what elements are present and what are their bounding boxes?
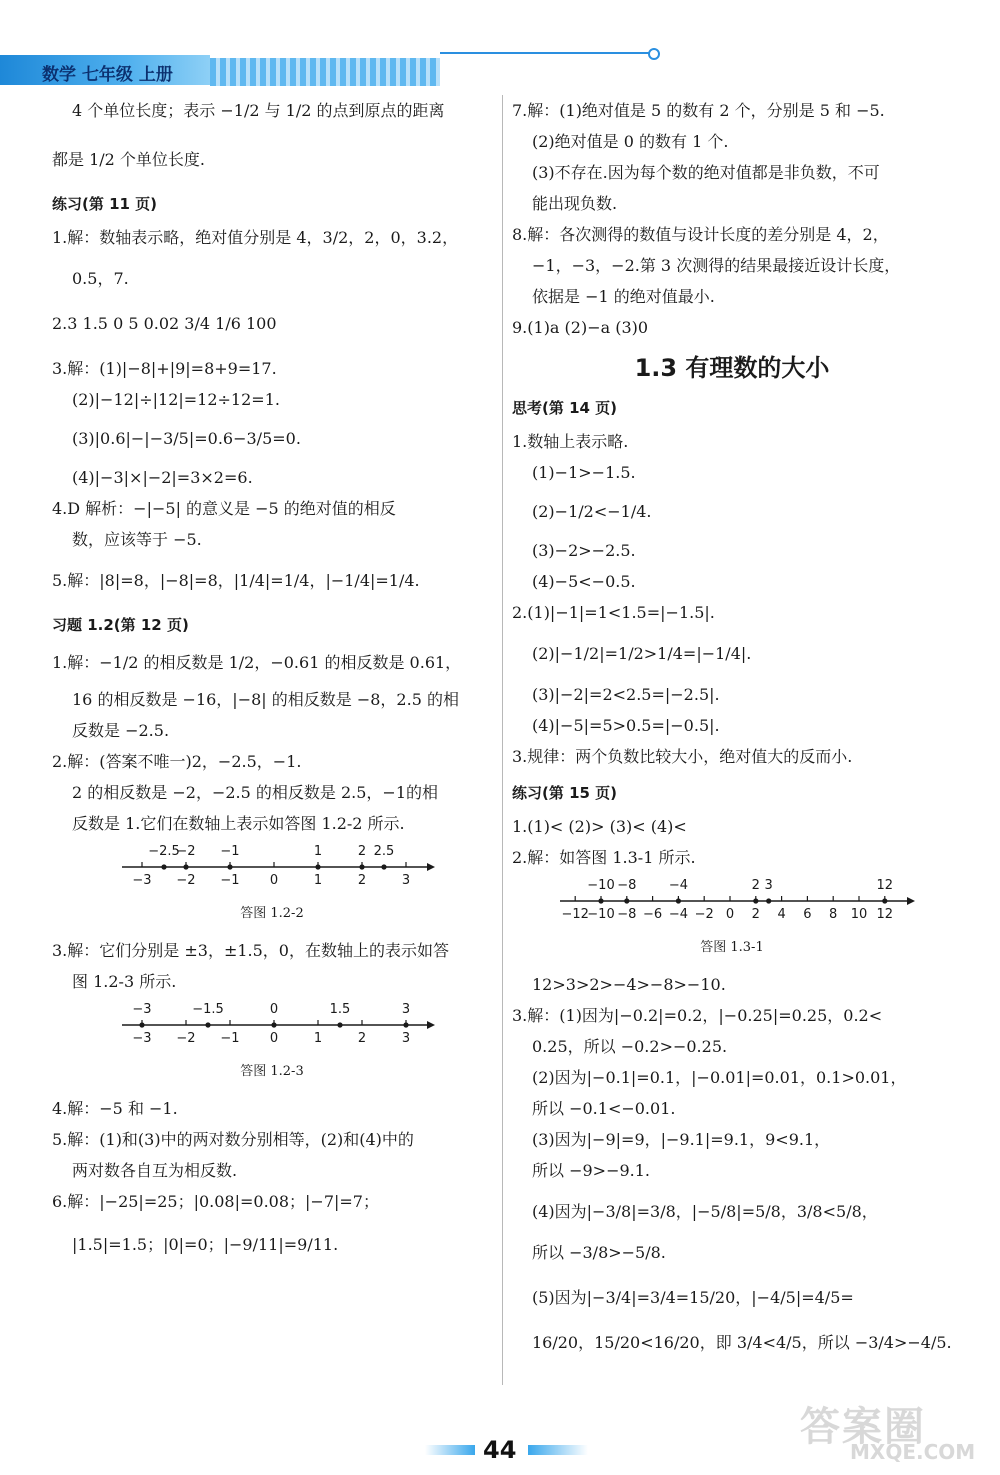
point-marker <box>403 1022 408 1027</box>
column-divider <box>502 95 503 1385</box>
tick-label: −2 <box>694 907 714 922</box>
tick-label: −8 <box>617 907 637 922</box>
text-line: (2)−1/2<−1/4. <box>532 502 652 521</box>
text-line: (5)因为|−3/4|=3/4=15/20，|−4/5|=4/5= <box>532 1288 854 1307</box>
text-line: 两对数各自互为相反数. <box>72 1161 238 1180</box>
text-line: −1，−3，−2.第 3 次测得的结果最接近设计长度， <box>532 256 901 275</box>
watermark-url: MXQE.COM <box>850 1440 976 1464</box>
text-line: 所以 −3/8>−5/8. <box>532 1243 666 1262</box>
tick-label: 10 <box>850 907 868 922</box>
point-label: 0 <box>269 1002 279 1017</box>
text-line: 2 的相反数是 −2，−2.5 的相反数是 2.5，−1的相 <box>72 783 438 802</box>
section-heading: 思考(第 14 页) <box>512 399 618 417</box>
tick-label: −10 <box>587 907 615 922</box>
point-label: −10 <box>587 878 615 893</box>
point-label: −2.5 <box>148 844 180 859</box>
text-line: (3)|0.6|−|−3/5|=0.6−3/5=0. <box>72 429 301 448</box>
section-heading: 练习(第 15 页) <box>512 784 618 802</box>
text-line: 图 1.2-3 所示. <box>72 972 177 991</box>
tick-label: 4 <box>777 907 786 922</box>
header-dot-icon <box>648 48 660 60</box>
text-line: 16 的相反数是 −16，|−8| 的相反数是 −8，2.5 的相 <box>72 690 459 709</box>
left-column <box>52 95 492 1260</box>
text-line: 3.解：它们分别是 ±3，±1.5，0，在数轴上的表示如答 <box>52 941 449 960</box>
text-line: 1.解：−1/2 的相反数是 1/2，−0.61 的相反数是 0.61， <box>52 653 462 672</box>
text-line: (2)绝对值是 0 的数有 1 个. <box>532 132 729 151</box>
footer-bar-left <box>425 1445 475 1455</box>
text-line: 能出现负数. <box>532 194 618 213</box>
tick-label: 6 <box>803 907 812 922</box>
text-line: 0.25，所以 −0.2>−0.25. <box>532 1037 728 1056</box>
text-line: 12>3>2>−4>−8>−10. <box>532 975 726 994</box>
text-line: 反数是 1.它们在数轴上表示如答图 1.2-2 所示. <box>72 814 405 833</box>
point-label: 2 <box>357 844 367 859</box>
text-line: 都是 1/2 个单位长度. <box>52 150 206 169</box>
text-line: (4)−5<−0.5. <box>532 572 636 591</box>
text-line: 3.规律：两个负数比较大小，绝对值大的反而小. <box>512 747 853 766</box>
text-line: 5.解：|8|=8，|−8|=8，|1/4|=1/4，|−1/4|=1/4. <box>52 571 420 590</box>
tick-label: 0 <box>725 907 735 922</box>
tick-label: −6 <box>643 907 663 922</box>
point-marker <box>205 1022 210 1027</box>
tick-label: −3 <box>132 1031 152 1046</box>
text-line: (3)|−2|=2<2.5=|−2.5|. <box>532 685 720 704</box>
text-line: 0.5，7. <box>72 269 129 288</box>
tick-label: 3 <box>401 1031 411 1046</box>
point-label: 1.5 <box>329 1002 351 1017</box>
page-number: 44 <box>483 1436 517 1464</box>
figure-caption: 答图 1.2-2 <box>240 906 304 921</box>
number-line-marks <box>132 1002 410 1046</box>
text-line: 2.3 1.5 0 5 0.02 3/4 1/6 100 <box>52 314 277 333</box>
tick-label: 1 <box>313 1031 323 1046</box>
axis-arrow <box>427 863 435 871</box>
text-line: (1)−1>−1.5. <box>532 463 636 482</box>
text-line: 所以 −9>−9.1. <box>532 1161 651 1180</box>
figure-caption: 答图 1.2-3 <box>240 1064 304 1079</box>
tick-label: −2 <box>176 1031 196 1046</box>
tick-label: 2 <box>357 1031 367 1046</box>
text-line: (2)|−12|÷|12|=12÷12=1. <box>72 390 280 409</box>
point-marker <box>271 1022 276 1027</box>
text-line: 6.解：|−25|=25；|0.08|=0.08；|−7|=7； <box>52 1192 379 1211</box>
tick-label: 1 <box>313 873 323 888</box>
text-line: 依据是 −1 的绝对值最小. <box>532 287 715 306</box>
tick-label: 2 <box>751 907 760 922</box>
text-line: 16/20，15/20<16/20，即 3/4<4/5，所以 −3/4>−4/5. <box>532 1333 952 1352</box>
text-line: 2.(1)|−1|=1<1.5=|−1.5|. <box>512 603 715 622</box>
text-line: 反数是 −2.5. <box>72 721 170 740</box>
point-label: −3 <box>132 1002 152 1017</box>
number-line-figure-1-2-2 <box>52 843 492 891</box>
point-marker <box>315 864 320 869</box>
text-line: 8.解：各次测得的数值与设计长度的差分别是 4，2， <box>512 225 889 244</box>
figure-caption: 答图 1.3-1 <box>700 940 764 955</box>
text-line: (3)不存在.因为每个数的绝对值都是非负数，不可 <box>532 163 880 182</box>
text-line: 4.解：−5 和 −1. <box>52 1099 178 1118</box>
number-line-marks <box>132 844 410 888</box>
text-line: 4.D 解析：−|−5| 的意义是 −5 的绝对值的相反 <box>52 499 396 518</box>
text-line: 所以 −0.1<−0.01. <box>532 1099 676 1118</box>
text-line: (3)−2>−2.5. <box>532 541 636 560</box>
text-line: 1.(1)< (2)> (3)< (4)< <box>512 817 687 836</box>
point-marker <box>227 864 232 869</box>
text-line: 4 个单位长度；表示 −1/2 与 1/2 的点到原点的距离 <box>72 101 445 120</box>
number-line-marks <box>561 878 893 922</box>
right-column <box>512 95 952 1358</box>
point-marker <box>337 1022 342 1027</box>
point-label: 3 <box>401 1002 411 1017</box>
point-marker <box>139 1022 144 1027</box>
text-line: 7.解：(1)绝对值是 5 的数有 2 个，分别是 5 和 −5. <box>512 101 885 120</box>
text-line: (4)|−3|×|−2|=3×2=6. <box>72 468 253 487</box>
tick-label: −4 <box>668 907 688 922</box>
point-label: −8 <box>617 878 637 893</box>
header-line <box>440 52 652 54</box>
text-line: |1.5|=1.5；|0|=0；|−9/11|=9/11. <box>72 1235 339 1254</box>
number-line-figure-1-2-3 <box>52 1001 492 1049</box>
text-line: (4)因为|−3/8|=3/8，|−5/8|=5/8，3/8<5/8， <box>532 1202 878 1221</box>
number-line-figure-1-3-1 <box>512 877 952 925</box>
text-line: (2)|−1/2|=1/2>1/4=|−1/4|. <box>532 644 752 663</box>
point-marker <box>598 898 603 903</box>
point-marker <box>766 898 771 903</box>
point-marker <box>161 864 166 869</box>
text-line: (4)|−5|=5>0.5=|−0.5|. <box>532 716 720 735</box>
tick-label: −1 <box>220 1031 240 1046</box>
text-line: 2.解：(答案不唯一)2，−2.5，−1. <box>52 752 302 771</box>
point-marker <box>624 898 629 903</box>
text-line: 数，应该等于 −5. <box>72 530 202 549</box>
header-stripes <box>210 58 440 86</box>
section-title: 1.3 有理数的大小 <box>634 354 830 382</box>
text-line: 5.解：(1)和(3)中的两对数分别相等，(2)和(4)中的 <box>52 1130 414 1149</box>
point-label: −1.5 <box>192 1002 224 1017</box>
point-marker <box>381 864 386 869</box>
point-marker <box>882 898 887 903</box>
text-line: 9.(1)a (2)−a (3)0 <box>512 318 649 337</box>
section-heading: 习题 1.2(第 12 页) <box>52 616 189 634</box>
text-line: 1.数轴上表示略. <box>512 432 629 451</box>
text-line: (3)因为|−9|=9，|−9.1|=9.1，9<9.1， <box>532 1130 831 1149</box>
tick-label: 8 <box>829 907 838 922</box>
tick-label: 0 <box>269 1031 279 1046</box>
header-title: 数学 七年级 上册 <box>42 65 173 85</box>
point-marker <box>183 864 188 869</box>
point-marker <box>753 898 758 903</box>
text-line: 3.解：(1)因为|−0.2|=0.2，|−0.25|=0.25，0.2< <box>512 1006 883 1025</box>
text-line: 1.解：数轴表示略，绝对值分别是 4，3/2，2，0，3.2， <box>52 228 459 247</box>
watermark-logo: 答案圈 <box>800 1404 926 1450</box>
tick-label: −12 <box>561 907 589 922</box>
text-line: 2.解：如答图 1.3-1 所示. <box>512 848 696 867</box>
point-label: −1 <box>220 844 240 859</box>
axis-arrow <box>427 1021 435 1029</box>
tick-label: −3 <box>132 873 152 888</box>
point-label: −4 <box>668 878 688 893</box>
tick-label: −2 <box>176 873 196 888</box>
tick-label: 0 <box>269 873 279 888</box>
section-heading: 练习(第 11 页) <box>52 195 158 213</box>
text-line: (2)因为|−0.1|=0.1，|−0.01|=0.01，0.1>0.01， <box>532 1068 907 1087</box>
point-label: 1 <box>313 844 323 859</box>
point-marker <box>359 864 364 869</box>
tick-label: 2 <box>357 873 367 888</box>
tick-label: 3 <box>401 873 411 888</box>
point-label: 12 <box>876 878 894 893</box>
text-line: 3.解：(1)|−8|+|9|=8+9=17. <box>52 359 277 378</box>
point-marker <box>676 898 681 903</box>
point-label: 2.5 <box>373 844 395 859</box>
point-label: −2 <box>176 844 196 859</box>
point-label: 3 <box>764 878 773 893</box>
footer-bar-right <box>528 1445 588 1455</box>
tick-label: 12 <box>876 907 894 922</box>
axis-arrow <box>907 897 915 905</box>
tick-label: −1 <box>220 873 240 888</box>
point-label: 2 <box>751 878 760 893</box>
